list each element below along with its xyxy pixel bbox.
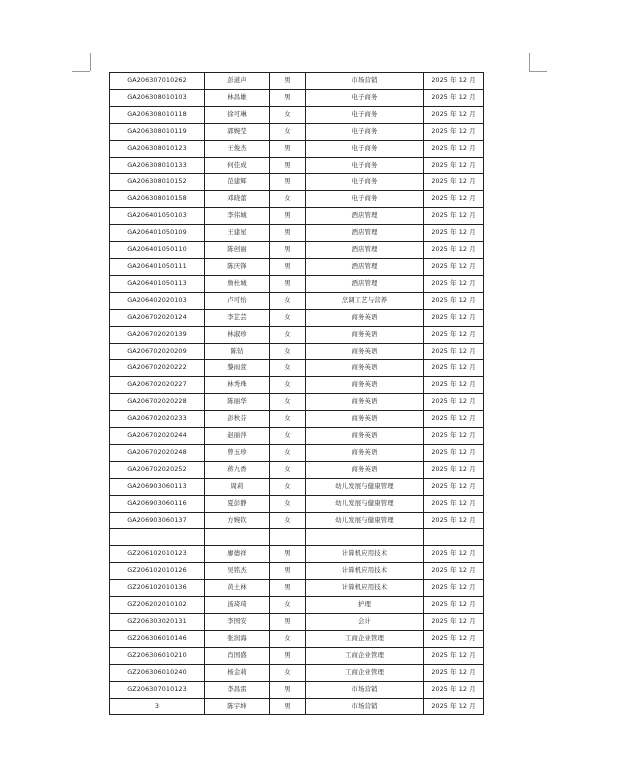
major-cell: 商务英语 <box>306 309 424 326</box>
graduation-date-cell: 2025 年 12 月 <box>424 326 484 343</box>
table-row <box>110 292 484 309</box>
student-id-cell: GZ206306010210 <box>110 647 205 664</box>
student-id-cell: GA206702020227 <box>110 377 205 394</box>
table-row <box>110 377 484 394</box>
major-cell: 商务英语 <box>306 326 424 343</box>
student-name-cell: 周莉 <box>205 478 270 495</box>
gender-cell: 女 <box>270 123 306 140</box>
gender-cell: 男 <box>270 698 306 715</box>
student-name-cell: 王俊杰 <box>205 140 270 157</box>
graduation-date-cell <box>424 529 484 546</box>
student-id-cell: GA206308010118 <box>110 106 205 123</box>
major-cell: 市场营销 <box>306 73 424 90</box>
graduation-date-cell: 2025 年 12 月 <box>424 360 484 377</box>
student-id-cell: GA206401050110 <box>110 242 205 259</box>
table-row <box>110 140 484 157</box>
gender-cell: 男 <box>270 242 306 259</box>
major-cell: 酒店管理 <box>306 258 424 275</box>
graduation-date-cell: 2025 年 12 月 <box>424 681 484 698</box>
major-cell: 电子商务 <box>306 89 424 106</box>
table-row <box>110 495 484 512</box>
student-id-cell: GA206903060113 <box>110 478 205 495</box>
student-name-cell: 彭道声 <box>205 73 270 90</box>
table-row <box>110 411 484 428</box>
student-id-cell <box>110 529 205 546</box>
major-cell: 商务英语 <box>306 343 424 360</box>
gender-cell: 男 <box>270 275 306 292</box>
student-name-cell: 汤琦琦 <box>205 597 270 614</box>
student-name-cell: 李国安 <box>205 613 270 630</box>
graduation-date-cell: 2025 年 12 月 <box>424 580 484 597</box>
student-name-cell: 林淑珍 <box>205 326 270 343</box>
graduation-date-cell: 2025 年 12 月 <box>424 394 484 411</box>
major-cell: 商务英语 <box>306 461 424 478</box>
gender-cell: 女 <box>270 377 306 394</box>
student-id-cell: GA206702020228 <box>110 394 205 411</box>
graduation-date-cell: 2025 年 12 月 <box>424 377 484 394</box>
table-row <box>110 630 484 647</box>
gender-cell: 男 <box>270 681 306 698</box>
graduation-date-cell: 2025 年 12 月 <box>424 258 484 275</box>
major-cell: 电子商务 <box>306 174 424 191</box>
graduation-date-cell: 2025 年 12 月 <box>424 106 484 123</box>
graduation-date-cell: 2025 年 12 月 <box>424 495 484 512</box>
student-id-cell: GA206402020103 <box>110 292 205 309</box>
graduation-date-cell: 2025 年 12 月 <box>424 123 484 140</box>
major-cell: 电子商务 <box>306 157 424 174</box>
major-cell: 市场营销 <box>306 698 424 715</box>
student-name-cell: 李芷芸 <box>205 309 270 326</box>
major-cell: 计算机应用技术 <box>306 546 424 563</box>
graduation-date-cell: 2025 年 12 月 <box>424 613 484 630</box>
gender-cell: 女 <box>270 664 306 681</box>
roster-body <box>110 73 484 715</box>
student-id-cell: GA206308010152 <box>110 174 205 191</box>
major-cell: 计算机应用技术 <box>306 563 424 580</box>
gender-cell: 女 <box>270 630 306 647</box>
gender-cell: 男 <box>270 140 306 157</box>
student-name-cell: 陈庆锋 <box>205 258 270 275</box>
student-id-cell: GZ206102010126 <box>110 563 205 580</box>
table-row <box>110 647 484 664</box>
student-name-cell: 邓晓蕾 <box>205 191 270 208</box>
graduation-date-cell: 2025 年 12 月 <box>424 191 484 208</box>
gender-cell: 女 <box>270 495 306 512</box>
student-roster-table <box>109 72 484 715</box>
gender-cell: 男 <box>270 613 306 630</box>
gender-cell: 男 <box>270 174 306 191</box>
student-id-cell: GA206401050111 <box>110 258 205 275</box>
student-id-cell: GA206702020252 <box>110 461 205 478</box>
graduation-date-cell: 2025 年 12 月 <box>424 563 484 580</box>
student-name-cell: 陈宇坤 <box>205 698 270 715</box>
student-id-cell: GZ206102010123 <box>110 546 205 563</box>
student-name-cell: 杨金莉 <box>205 664 270 681</box>
graduation-date-cell: 2025 年 12 月 <box>424 546 484 563</box>
crop-mark-top-left-horizontal <box>72 71 90 72</box>
student-id-cell: GZ206202010102 <box>110 597 205 614</box>
gender-cell: 男 <box>270 89 306 106</box>
major-cell: 电子商务 <box>306 106 424 123</box>
student-id-cell: 3 <box>110 698 205 715</box>
student-id-cell: GA206702020248 <box>110 444 205 461</box>
gender-cell: 女 <box>270 343 306 360</box>
gender-cell: 女 <box>270 411 306 428</box>
major-cell <box>306 529 424 546</box>
major-cell: 酒店管理 <box>306 242 424 259</box>
table-row <box>110 73 484 90</box>
table-row <box>110 546 484 563</box>
student-id-cell: GA206702020233 <box>110 411 205 428</box>
student-name-cell: 肖国盛 <box>205 647 270 664</box>
student-name-cell <box>205 529 270 546</box>
major-cell: 护理 <box>306 597 424 614</box>
gender-cell: 男 <box>270 563 306 580</box>
table-row <box>110 563 484 580</box>
student-id-cell: GA206702020244 <box>110 428 205 445</box>
student-id-cell: GA206903060116 <box>110 495 205 512</box>
table-row <box>110 461 484 478</box>
graduation-date-cell: 2025 年 12 月 <box>424 309 484 326</box>
student-name-cell: 郭婉莹 <box>205 123 270 140</box>
graduation-date-cell: 2025 年 12 月 <box>424 157 484 174</box>
graduation-date-cell: 2025 年 12 月 <box>424 478 484 495</box>
gender-cell: 女 <box>270 326 306 343</box>
student-id-cell: GA206308010103 <box>110 89 205 106</box>
gender-cell <box>270 529 306 546</box>
student-name-cell: 方婉钦 <box>205 512 270 529</box>
major-cell: 酒店管理 <box>306 225 424 242</box>
major-cell: 商务英语 <box>306 444 424 461</box>
graduation-date-cell: 2025 年 12 月 <box>424 89 484 106</box>
student-name-cell: 陈钻 <box>205 343 270 360</box>
table-row <box>110 174 484 191</box>
gender-cell: 男 <box>270 208 306 225</box>
gender-cell: 男 <box>270 580 306 597</box>
major-cell: 电子商务 <box>306 191 424 208</box>
student-id-cell: GA206903060137 <box>110 512 205 529</box>
gender-cell: 男 <box>270 647 306 664</box>
table-row <box>110 664 484 681</box>
table-row <box>110 529 484 546</box>
major-cell: 电子商务 <box>306 123 424 140</box>
student-id-cell: GA206401050113 <box>110 275 205 292</box>
student-name-cell: 黎雨萱 <box>205 360 270 377</box>
student-name-cell: 蒋九香 <box>205 461 270 478</box>
student-name-cell: 卢可怡 <box>205 292 270 309</box>
table-row <box>110 512 484 529</box>
student-id-cell: GA206307010262 <box>110 73 205 90</box>
major-cell: 商务英语 <box>306 428 424 445</box>
gender-cell: 女 <box>270 461 306 478</box>
graduation-date-cell: 2025 年 12 月 <box>424 444 484 461</box>
gender-cell: 女 <box>270 394 306 411</box>
table-row <box>110 698 484 715</box>
graduation-date-cell: 2025 年 12 月 <box>424 275 484 292</box>
graduation-date-cell: 2025 年 12 月 <box>424 461 484 478</box>
student-name-cell: 李伟城 <box>205 208 270 225</box>
student-name-cell: 李昌雷 <box>205 681 270 698</box>
student-name-cell: 范建辉 <box>205 174 270 191</box>
student-id-cell: GZ206306010146 <box>110 630 205 647</box>
table-row <box>110 681 484 698</box>
student-id-cell: GA206702020139 <box>110 326 205 343</box>
gender-cell: 女 <box>270 360 306 377</box>
table-row <box>110 613 484 630</box>
table-row <box>110 478 484 495</box>
graduation-date-cell: 2025 年 12 月 <box>424 512 484 529</box>
student-name-cell: 徐可琳 <box>205 106 270 123</box>
table-row <box>110 106 484 123</box>
gender-cell: 女 <box>270 597 306 614</box>
student-id-cell: GA206702020222 <box>110 360 205 377</box>
student-name-cell: 曾玉珍 <box>205 444 270 461</box>
graduation-date-cell: 2025 年 12 月 <box>424 597 484 614</box>
major-cell: 工商企业管理 <box>306 647 424 664</box>
table-row <box>110 597 484 614</box>
gender-cell: 男 <box>270 546 306 563</box>
major-cell: 幼儿发展与健康管理 <box>306 495 424 512</box>
student-id-cell: GA206401050103 <box>110 208 205 225</box>
gender-cell: 女 <box>270 512 306 529</box>
student-id-cell: GZ206306010240 <box>110 664 205 681</box>
student-name-cell: 黄土林 <box>205 580 270 597</box>
table-row <box>110 309 484 326</box>
major-cell: 商务英语 <box>306 411 424 428</box>
table-row <box>110 360 484 377</box>
student-name-cell: 彭秋芬 <box>205 411 270 428</box>
student-name-cell: 夏彭静 <box>205 495 270 512</box>
student-id-cell: GA206308010133 <box>110 157 205 174</box>
student-id-cell: GA206401050109 <box>110 225 205 242</box>
crop-mark-top-right-vertical <box>529 53 530 71</box>
table-row <box>110 157 484 174</box>
student-name-cell: 何佳成 <box>205 157 270 174</box>
student-name-cell: 林昌雄 <box>205 89 270 106</box>
graduation-date-cell: 2025 年 12 月 <box>424 664 484 681</box>
student-id-cell: GZ206303020131 <box>110 613 205 630</box>
graduation-date-cell: 2025 年 12 月 <box>424 242 484 259</box>
table-row <box>110 242 484 259</box>
gender-cell: 男 <box>270 73 306 90</box>
graduation-date-cell: 2025 年 12 月 <box>424 140 484 157</box>
graduation-date-cell: 2025 年 12 月 <box>424 225 484 242</box>
gender-cell: 男 <box>270 157 306 174</box>
table-row <box>110 428 484 445</box>
major-cell: 商务英语 <box>306 377 424 394</box>
graduation-date-cell: 2025 年 12 月 <box>424 208 484 225</box>
graduation-date-cell: 2025 年 12 月 <box>424 73 484 90</box>
graduation-date-cell: 2025 年 12 月 <box>424 647 484 664</box>
graduation-date-cell: 2025 年 12 月 <box>424 698 484 715</box>
graduation-date-cell: 2025 年 12 月 <box>424 428 484 445</box>
student-id-cell: GA206702020209 <box>110 343 205 360</box>
student-name-cell: 陈创丽 <box>205 242 270 259</box>
gender-cell: 女 <box>270 444 306 461</box>
crop-mark-top-right-horizontal <box>529 71 547 72</box>
student-name-cell: 张润海 <box>205 630 270 647</box>
student-name-cell: 王建星 <box>205 225 270 242</box>
table-row <box>110 258 484 275</box>
major-cell: 工商企业管理 <box>306 630 424 647</box>
table-row <box>110 89 484 106</box>
table-row <box>110 191 484 208</box>
table-row <box>110 225 484 242</box>
table-row <box>110 580 484 597</box>
major-cell: 幼儿发展与健康管理 <box>306 512 424 529</box>
student-name-cell: 赵丽萍 <box>205 428 270 445</box>
student-id-cell: GZ206307010123 <box>110 681 205 698</box>
table-row <box>110 275 484 292</box>
major-cell: 烹调工艺与营养 <box>306 292 424 309</box>
graduation-date-cell: 2025 年 12 月 <box>424 292 484 309</box>
table-row <box>110 208 484 225</box>
student-name-cell: 林秀珠 <box>205 377 270 394</box>
student-name-cell: 陈丽华 <box>205 394 270 411</box>
major-cell: 市场营销 <box>306 681 424 698</box>
student-name-cell: 吴铭杰 <box>205 563 270 580</box>
gender-cell: 女 <box>270 478 306 495</box>
major-cell: 会计 <box>306 613 424 630</box>
gender-cell: 女 <box>270 428 306 445</box>
gender-cell: 男 <box>270 258 306 275</box>
gender-cell: 女 <box>270 292 306 309</box>
student-id-cell: GZ206102010136 <box>110 580 205 597</box>
graduation-date-cell: 2025 年 12 月 <box>424 411 484 428</box>
table-row <box>110 394 484 411</box>
major-cell: 商务英语 <box>306 394 424 411</box>
major-cell: 电子商务 <box>306 140 424 157</box>
table-row <box>110 326 484 343</box>
student-id-cell: GA206308010123 <box>110 140 205 157</box>
graduation-date-cell: 2025 年 12 月 <box>424 174 484 191</box>
student-id-cell: GA206308010119 <box>110 123 205 140</box>
student-id-cell: GA206308010158 <box>110 191 205 208</box>
table-row <box>110 343 484 360</box>
gender-cell: 女 <box>270 309 306 326</box>
graduation-date-cell: 2025 年 12 月 <box>424 630 484 647</box>
crop-mark-top-left-vertical <box>90 53 91 71</box>
major-cell: 商务英语 <box>306 360 424 377</box>
student-id-cell: GA206702020124 <box>110 309 205 326</box>
table-row <box>110 123 484 140</box>
major-cell: 酒店管理 <box>306 208 424 225</box>
major-cell: 计算机应用技术 <box>306 580 424 597</box>
gender-cell: 女 <box>270 106 306 123</box>
graduation-date-cell: 2025 年 12 月 <box>424 343 484 360</box>
student-name-cell: 廖德祥 <box>205 546 270 563</box>
table-row <box>110 444 484 461</box>
major-cell: 酒店管理 <box>306 275 424 292</box>
major-cell: 工商企业管理 <box>306 664 424 681</box>
major-cell: 幼儿发展与健康管理 <box>306 478 424 495</box>
gender-cell: 女 <box>270 191 306 208</box>
gender-cell: 男 <box>270 225 306 242</box>
student-name-cell: 詹杜城 <box>205 275 270 292</box>
